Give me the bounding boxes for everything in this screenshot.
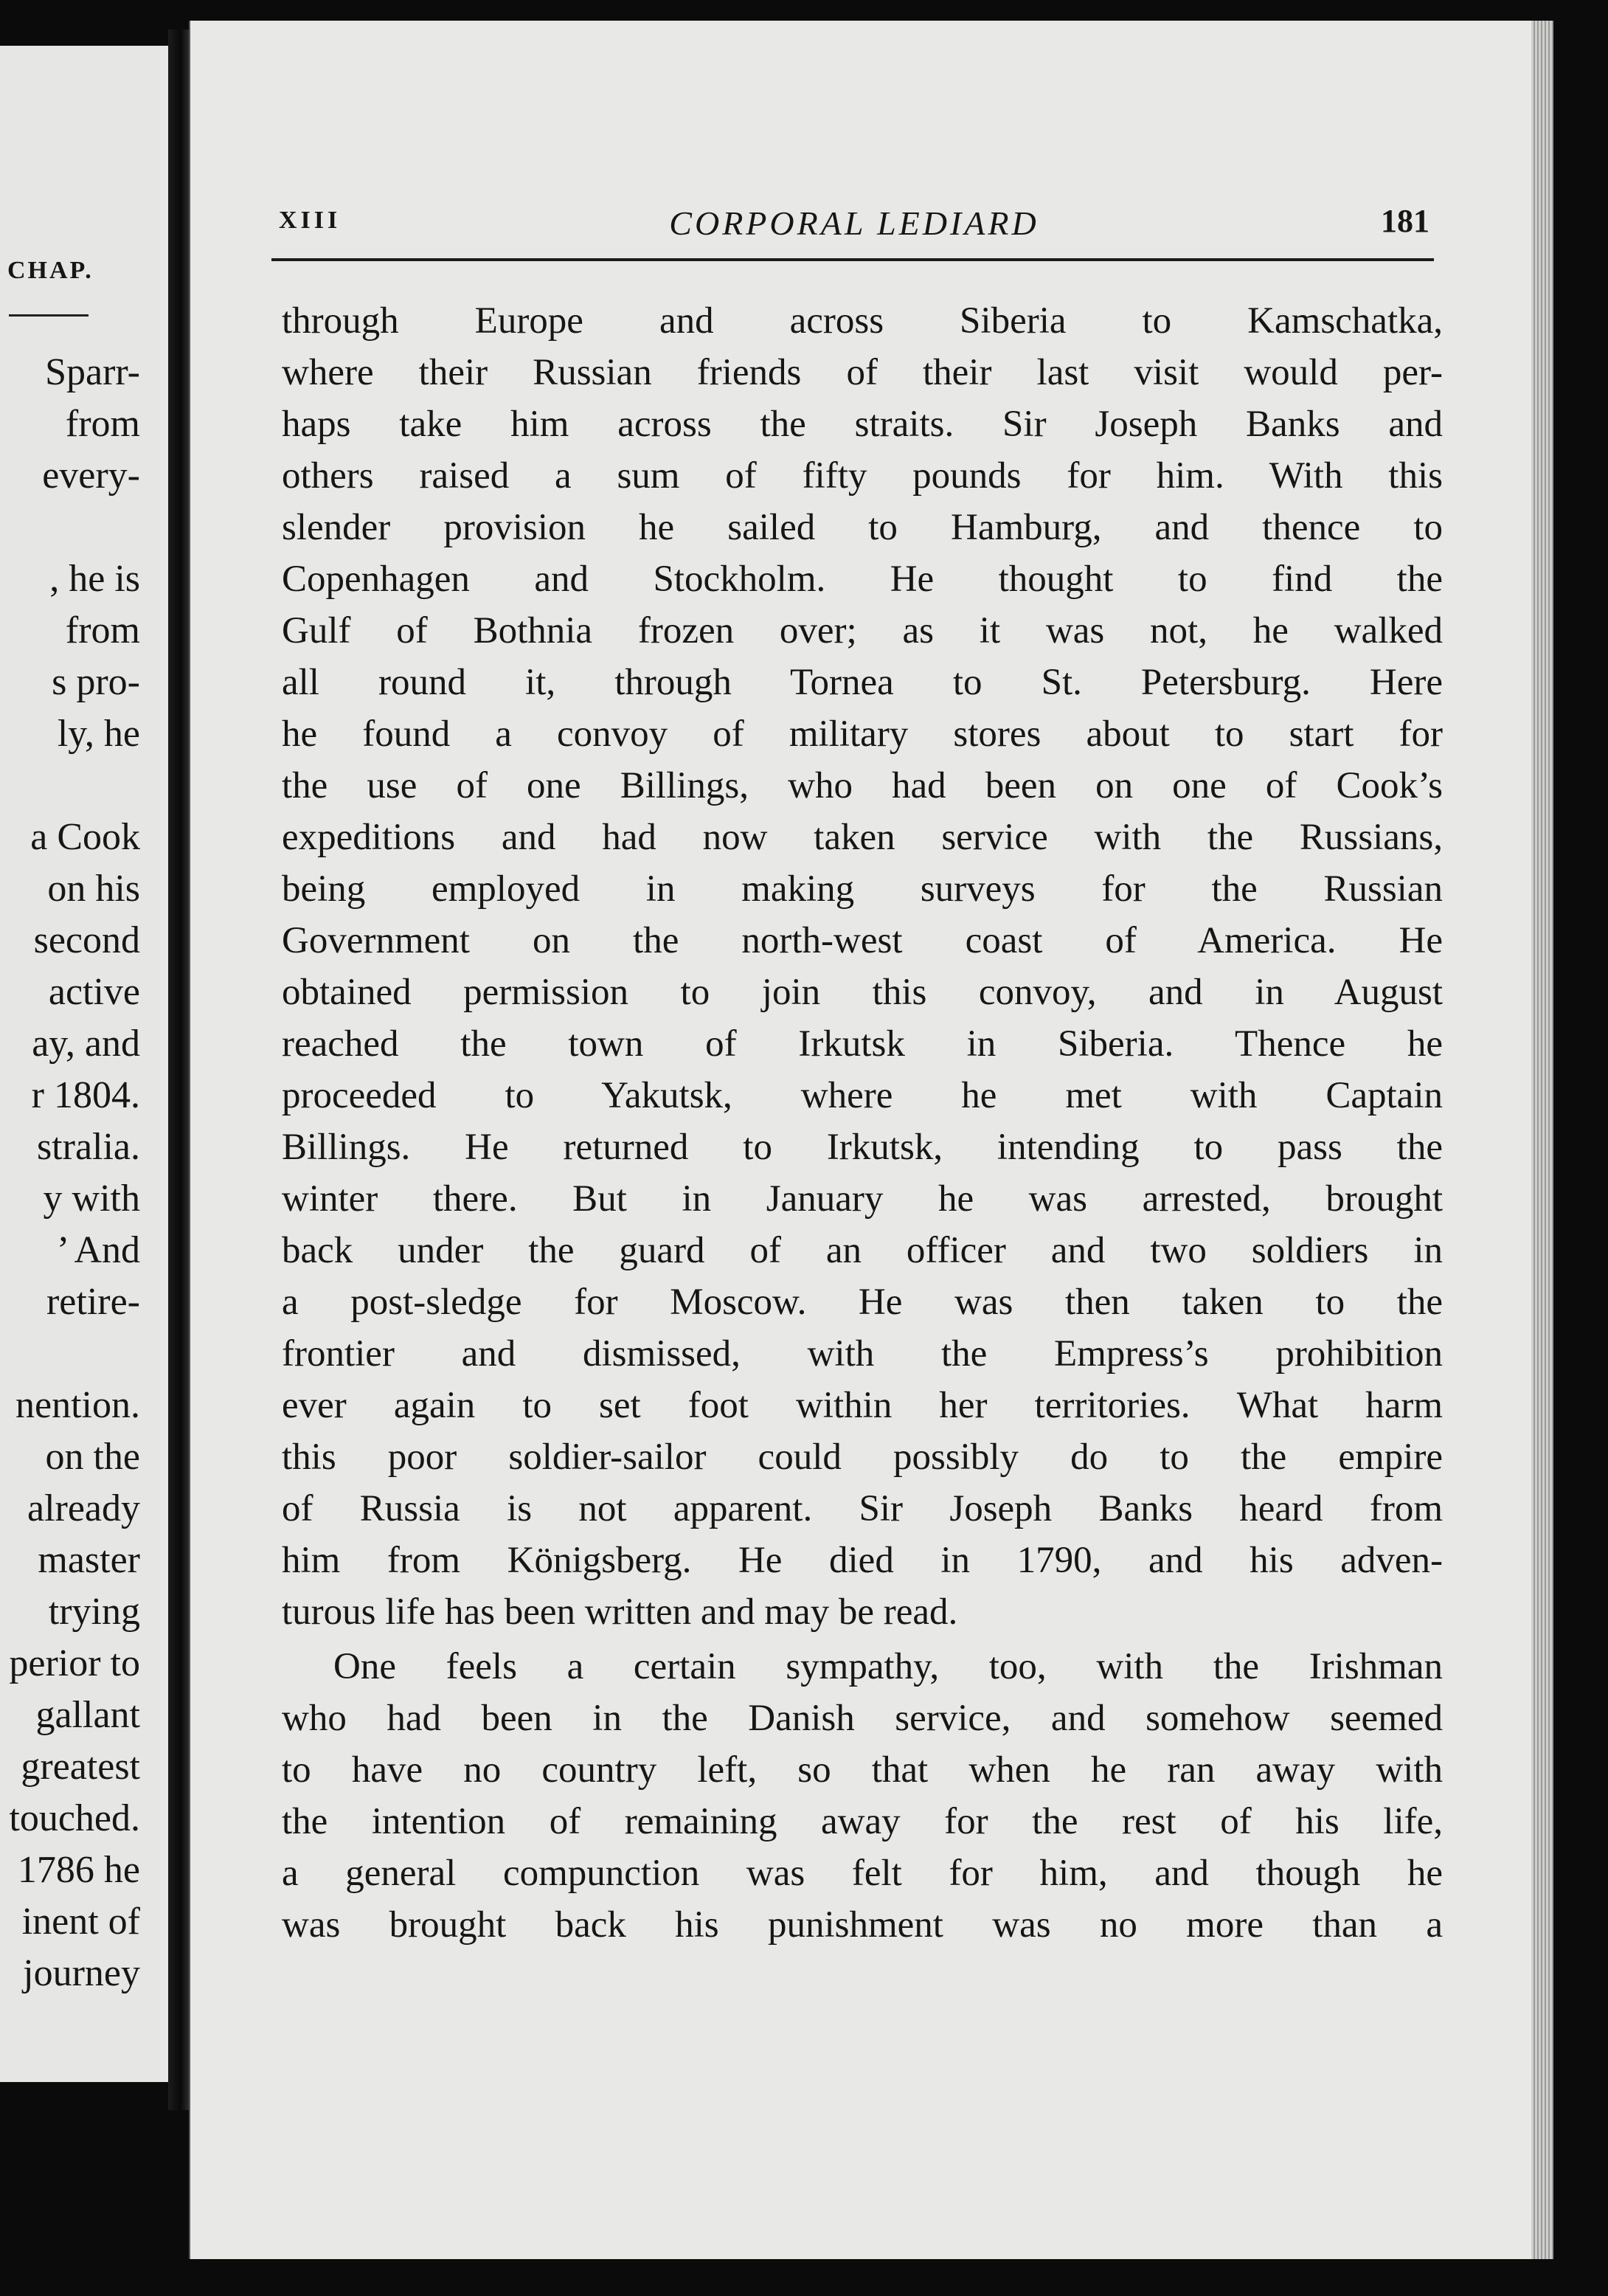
text-line: all round it, through Tornea to St. Petersburg. Here xyxy=(282,662,1443,703)
text-line: a post-sledge for Moscow. He was then taken to the xyxy=(282,1282,1443,1323)
facing-page-line: from xyxy=(65,403,140,445)
text-line: frontier and dismissed, with the Empress’s prohibition xyxy=(282,1333,1443,1375)
text-line: was brought back his punishment was no more than a xyxy=(282,1904,1443,1946)
facing-page-line: journey xyxy=(23,1952,140,1994)
text-line: turous life has been written and may be read. xyxy=(282,1591,958,1633)
text-line: being employed in making surveys for the Russian xyxy=(282,868,1443,910)
facing-page-line: every- xyxy=(42,454,140,497)
facing-page-gap xyxy=(9,502,140,553)
text-line: the intention of remaining away for the rest of his life, xyxy=(282,1801,1443,1842)
running-title: CORPORAL LEDIARD xyxy=(669,204,1039,242)
page-edges xyxy=(1531,21,1553,2259)
facing-page-line: stralia. xyxy=(36,1126,140,1168)
facing-page-line: ’ And xyxy=(56,1229,140,1271)
text-line: winter there. But in January he was arrested, brought xyxy=(282,1178,1443,1220)
header-rule xyxy=(271,258,1434,261)
facing-page-line: from xyxy=(65,609,140,651)
page-number: 181 xyxy=(1381,203,1429,239)
text-line: the use of one Billings, who had been on one of Cook’s xyxy=(282,765,1443,806)
text-line: ever again to set foot within her territories. What harm xyxy=(282,1385,1443,1426)
facing-page-line: nention. xyxy=(15,1384,140,1426)
facing-page-line: master xyxy=(38,1539,140,1581)
facing-page-line: r 1804. xyxy=(31,1074,140,1116)
text-line: this poor soldier-sailor could possibly do to the empire xyxy=(282,1436,1443,1478)
facing-page-line: a Cook xyxy=(30,816,140,858)
facing-page-line: on the xyxy=(45,1436,140,1478)
facing-page-line: ly, he xyxy=(57,713,140,755)
facing-page-gap xyxy=(9,1328,140,1380)
facing-page-line: already xyxy=(27,1487,140,1529)
text-line: he found a convoy of military stores about to start for xyxy=(282,713,1443,755)
text-line: him from Königsberg. He died in 1790, and his adven- xyxy=(282,1540,1443,1581)
text-line: proceeded to Yakutsk, where he met with Captain xyxy=(282,1075,1443,1116)
text-line: Government on the north-west coast of America. He xyxy=(282,920,1443,961)
facing-page-line: y with xyxy=(43,1178,140,1220)
text-line: haps take him across the straits. Sir Joseph Banks and xyxy=(282,404,1443,445)
text-line: through Europe and across Siberia to Kamschatka, xyxy=(282,300,1443,342)
text-line: where their Russian friends of their last visit would per- xyxy=(282,352,1443,393)
facing-page-left xyxy=(0,46,170,2082)
facing-page-line: inent of xyxy=(21,1901,140,1943)
text-line: of Russia is not apparent. Sir Joseph Banks heard from xyxy=(282,1488,1443,1529)
text-line: expeditions and had now taken service with the Russians, xyxy=(282,817,1443,858)
book-gutter xyxy=(168,30,189,2110)
facing-page-line: touched. xyxy=(9,1797,140,1839)
facing-page-line: gallant xyxy=(35,1694,140,1736)
text-line: who had been in the Danish service, and somehow seemed xyxy=(282,1698,1443,1739)
facing-page-rule xyxy=(9,314,89,317)
text-line: to have no country left, so that when he ran away with xyxy=(282,1749,1443,1791)
chapter-numeral: XIII xyxy=(279,207,342,234)
facing-page-line: on his xyxy=(47,868,140,910)
text-line: slender provision he sailed to Hamburg, and thence to xyxy=(282,507,1443,548)
facing-page-line: active xyxy=(48,971,140,1013)
facing-page-line: perior to xyxy=(9,1642,140,1684)
paragraph-2 xyxy=(282,1641,1443,1951)
facing-page-line: 1786 he xyxy=(17,1849,140,1891)
text-line: obtained permission to join this convoy, and in August xyxy=(282,972,1443,1013)
text-line: Gulf of Bothnia frozen over; as it was not, he walked xyxy=(282,610,1443,651)
body-text xyxy=(282,295,1443,1951)
text-line: others raised a sum of fifty pounds for him. With this xyxy=(282,455,1443,497)
running-head xyxy=(279,204,1429,251)
facing-page-line: Sparr- xyxy=(45,351,140,393)
facing-page-gap xyxy=(9,760,140,812)
text-line: Copenhagen and Stockholm. He thought to find the xyxy=(282,559,1443,600)
facing-page-line: trying xyxy=(48,1591,140,1633)
text-line: back under the guard of an officer and two soldiers in xyxy=(282,1230,1443,1271)
text-line: a general compunction was felt for him, and though he xyxy=(282,1853,1443,1894)
facing-page-text xyxy=(9,347,140,1999)
facing-page-line: retire- xyxy=(46,1281,140,1323)
facing-page-line: ay, and xyxy=(32,1023,140,1065)
book-page xyxy=(189,21,1533,2259)
text-line: reached the town of Irkutsk in Siberia. Thence he xyxy=(282,1023,1443,1065)
facing-page-heading: CHAP. xyxy=(7,257,94,284)
paragraph-1 xyxy=(282,295,1443,1638)
facing-page-line: , he is xyxy=(49,558,140,600)
facing-page-line: greatest xyxy=(21,1746,140,1788)
text-line: Billings. He returned to Irkutsk, intending to pass the xyxy=(282,1127,1443,1168)
facing-page-line: s pro- xyxy=(52,661,140,703)
text-line: One feels a certain sympathy, too, with the Irishman xyxy=(333,1646,1443,1687)
facing-page-line: second xyxy=(33,919,140,961)
